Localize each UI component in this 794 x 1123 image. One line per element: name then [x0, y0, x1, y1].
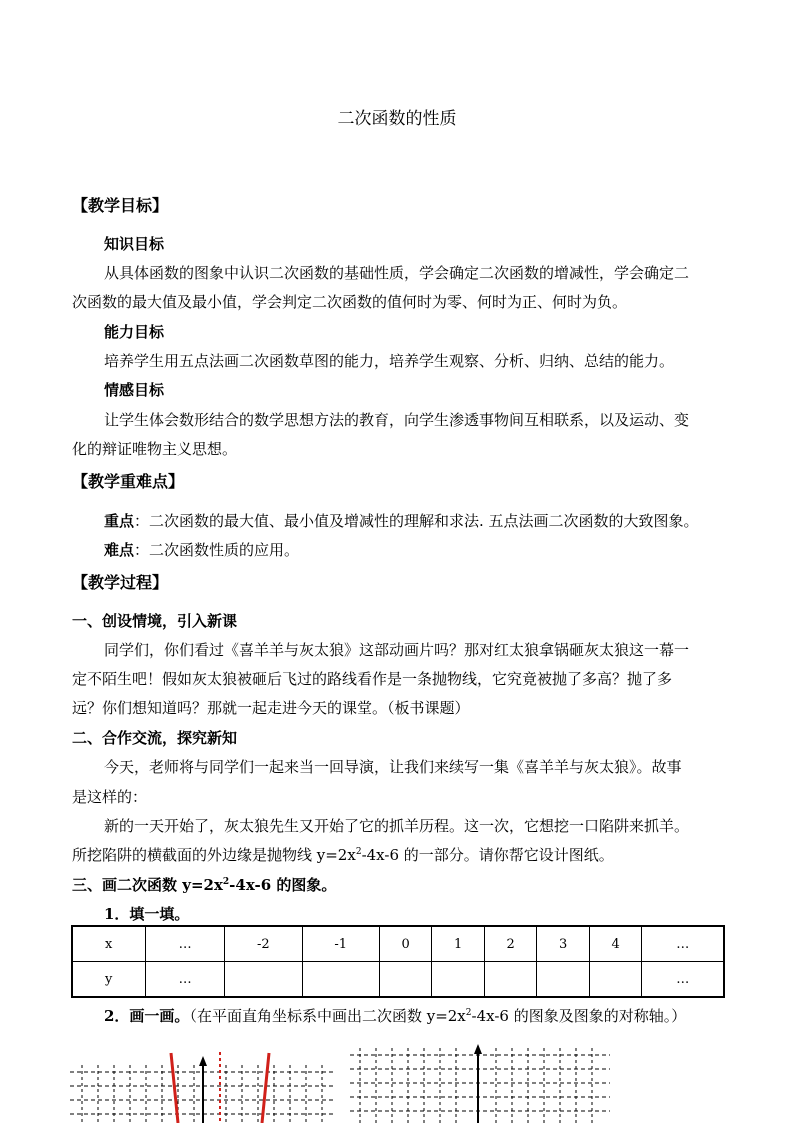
parabola-right-branch	[262, 1053, 269, 1123]
knowledge-text-2: 次函数的最大值及最小值，学会判定二次函数的值何时为零、何时为正、何时为负。	[72, 293, 628, 311]
part1-heading: 一、创设情境，引入新课	[72, 612, 238, 630]
table-cell	[432, 962, 485, 998]
table-cell: 4	[589, 926, 642, 962]
ability-label: 能力目标	[104, 323, 165, 341]
knowledge-text-1: 从具体函数的图象中认识二次函数的基础性质，学会确定二次函数的增减性，学会确定二	[104, 264, 690, 282]
difficult-point-line	[104, 539, 299, 560]
emotion-text-2: 化的辩证唯物主义思想。	[72, 440, 238, 458]
part1-text-2: 定不陌生吧！假如灰太狼被砸后飞过的路线看作是一条抛物线，它究竟被抛了多高？抛了多	[72, 670, 673, 688]
table-cell	[379, 962, 432, 998]
step2-label: 2．画一画。	[104, 1007, 190, 1025]
part2-text-3: 新的一天开始了，灰太狼先生又开始了它的抓羊历程。这一次，它想挖一口陷阱来抓羊。	[104, 817, 690, 835]
table-cell	[537, 962, 590, 998]
parabola-graph	[70, 1050, 340, 1123]
table-cell: …	[146, 962, 225, 998]
table-cell: …	[146, 926, 225, 962]
table-row-y	[72, 962, 724, 998]
emotion-text-1: 让学生体会数形结合的数学思想方法的教育，向学生渗透事物间互相联系，以及运动、变	[104, 411, 690, 429]
y-axis-arrow-icon	[474, 1044, 482, 1054]
part3-heading: 三、画二次函数 $y=2x^2-4x-6$ 的图象。	[72, 876, 337, 894]
table-header-x: x	[72, 926, 146, 962]
page-title: 二次函数的性质	[337, 109, 457, 129]
part2-text-1: 今天，老师将与同学们一起来当一回导演，让我们来续写一集《喜羊羊与灰太狼》。故事	[104, 758, 682, 776]
step1-label: 1．填一填。	[104, 905, 190, 923]
table-cell: 1	[432, 926, 485, 962]
blank-grid-graph	[350, 1042, 615, 1123]
table-cell: …	[642, 926, 724, 962]
part2-text-2: 是这样的：	[72, 788, 148, 806]
table-cell: -1	[302, 926, 379, 962]
table-header-y: y	[72, 962, 146, 998]
y-axis-arrow-icon	[199, 1056, 207, 1066]
table-cell: 3	[537, 926, 590, 962]
difficult-label: 难点	[104, 541, 135, 559]
knowledge-label: 知识目标	[104, 235, 165, 253]
objectives-heading: 【教学目标】	[72, 196, 169, 215]
table-cell	[225, 962, 302, 998]
ability-text: 培养学生用五点法画二次函数草图的能力，培养学生观察、分析、归纳、总结的能力。	[104, 352, 675, 370]
value-table	[71, 925, 725, 998]
table-cell: 2	[484, 926, 537, 962]
table-cell: -2	[225, 926, 302, 962]
process-heading: 【教学过程】	[72, 573, 169, 592]
key-point-line	[104, 510, 699, 531]
emotion-label: 情感目标	[104, 381, 165, 399]
table-cell	[484, 962, 537, 998]
table-cell	[589, 962, 642, 998]
table-cell	[302, 962, 379, 998]
difficult-text: ：二次函数性质的应用。	[134, 541, 300, 559]
table-row-x	[72, 926, 724, 962]
part2-heading: 二、合作交流，探究新知	[72, 729, 238, 747]
key-label: 重点	[104, 512, 135, 530]
part2-text-4: 所挖陷阱的横截面的外边缘是抛物线 $y=2x^2-4x-6$ 的一部分。请你帮它设计图纸。	[72, 846, 614, 864]
key-points-heading: 【教学重难点】	[72, 472, 185, 491]
parabola-left-branch	[171, 1053, 178, 1123]
table-cell: 0	[379, 926, 432, 962]
key-text: ：二次函数的最大值、最小值及增减性的理解和求法. 五点法画二次函数的大致图象。	[134, 512, 699, 530]
part1-text-3: 远？你们想知道吗？那就一起走进今天的课堂。（板书课题）	[72, 699, 470, 717]
table-cell: …	[642, 962, 724, 998]
part1-text-1: 同学们，你们看过《喜羊羊与灰太狼》这部动画片吗？那对红太狼拿锅砸灰太狼这一幕一	[104, 641, 690, 659]
step2-line: 2．画一画。（在平面直角坐标系中画出二次函数 $y=2x^2-4x-6$ 的图象及图象的对称轴。）	[104, 1007, 687, 1025]
